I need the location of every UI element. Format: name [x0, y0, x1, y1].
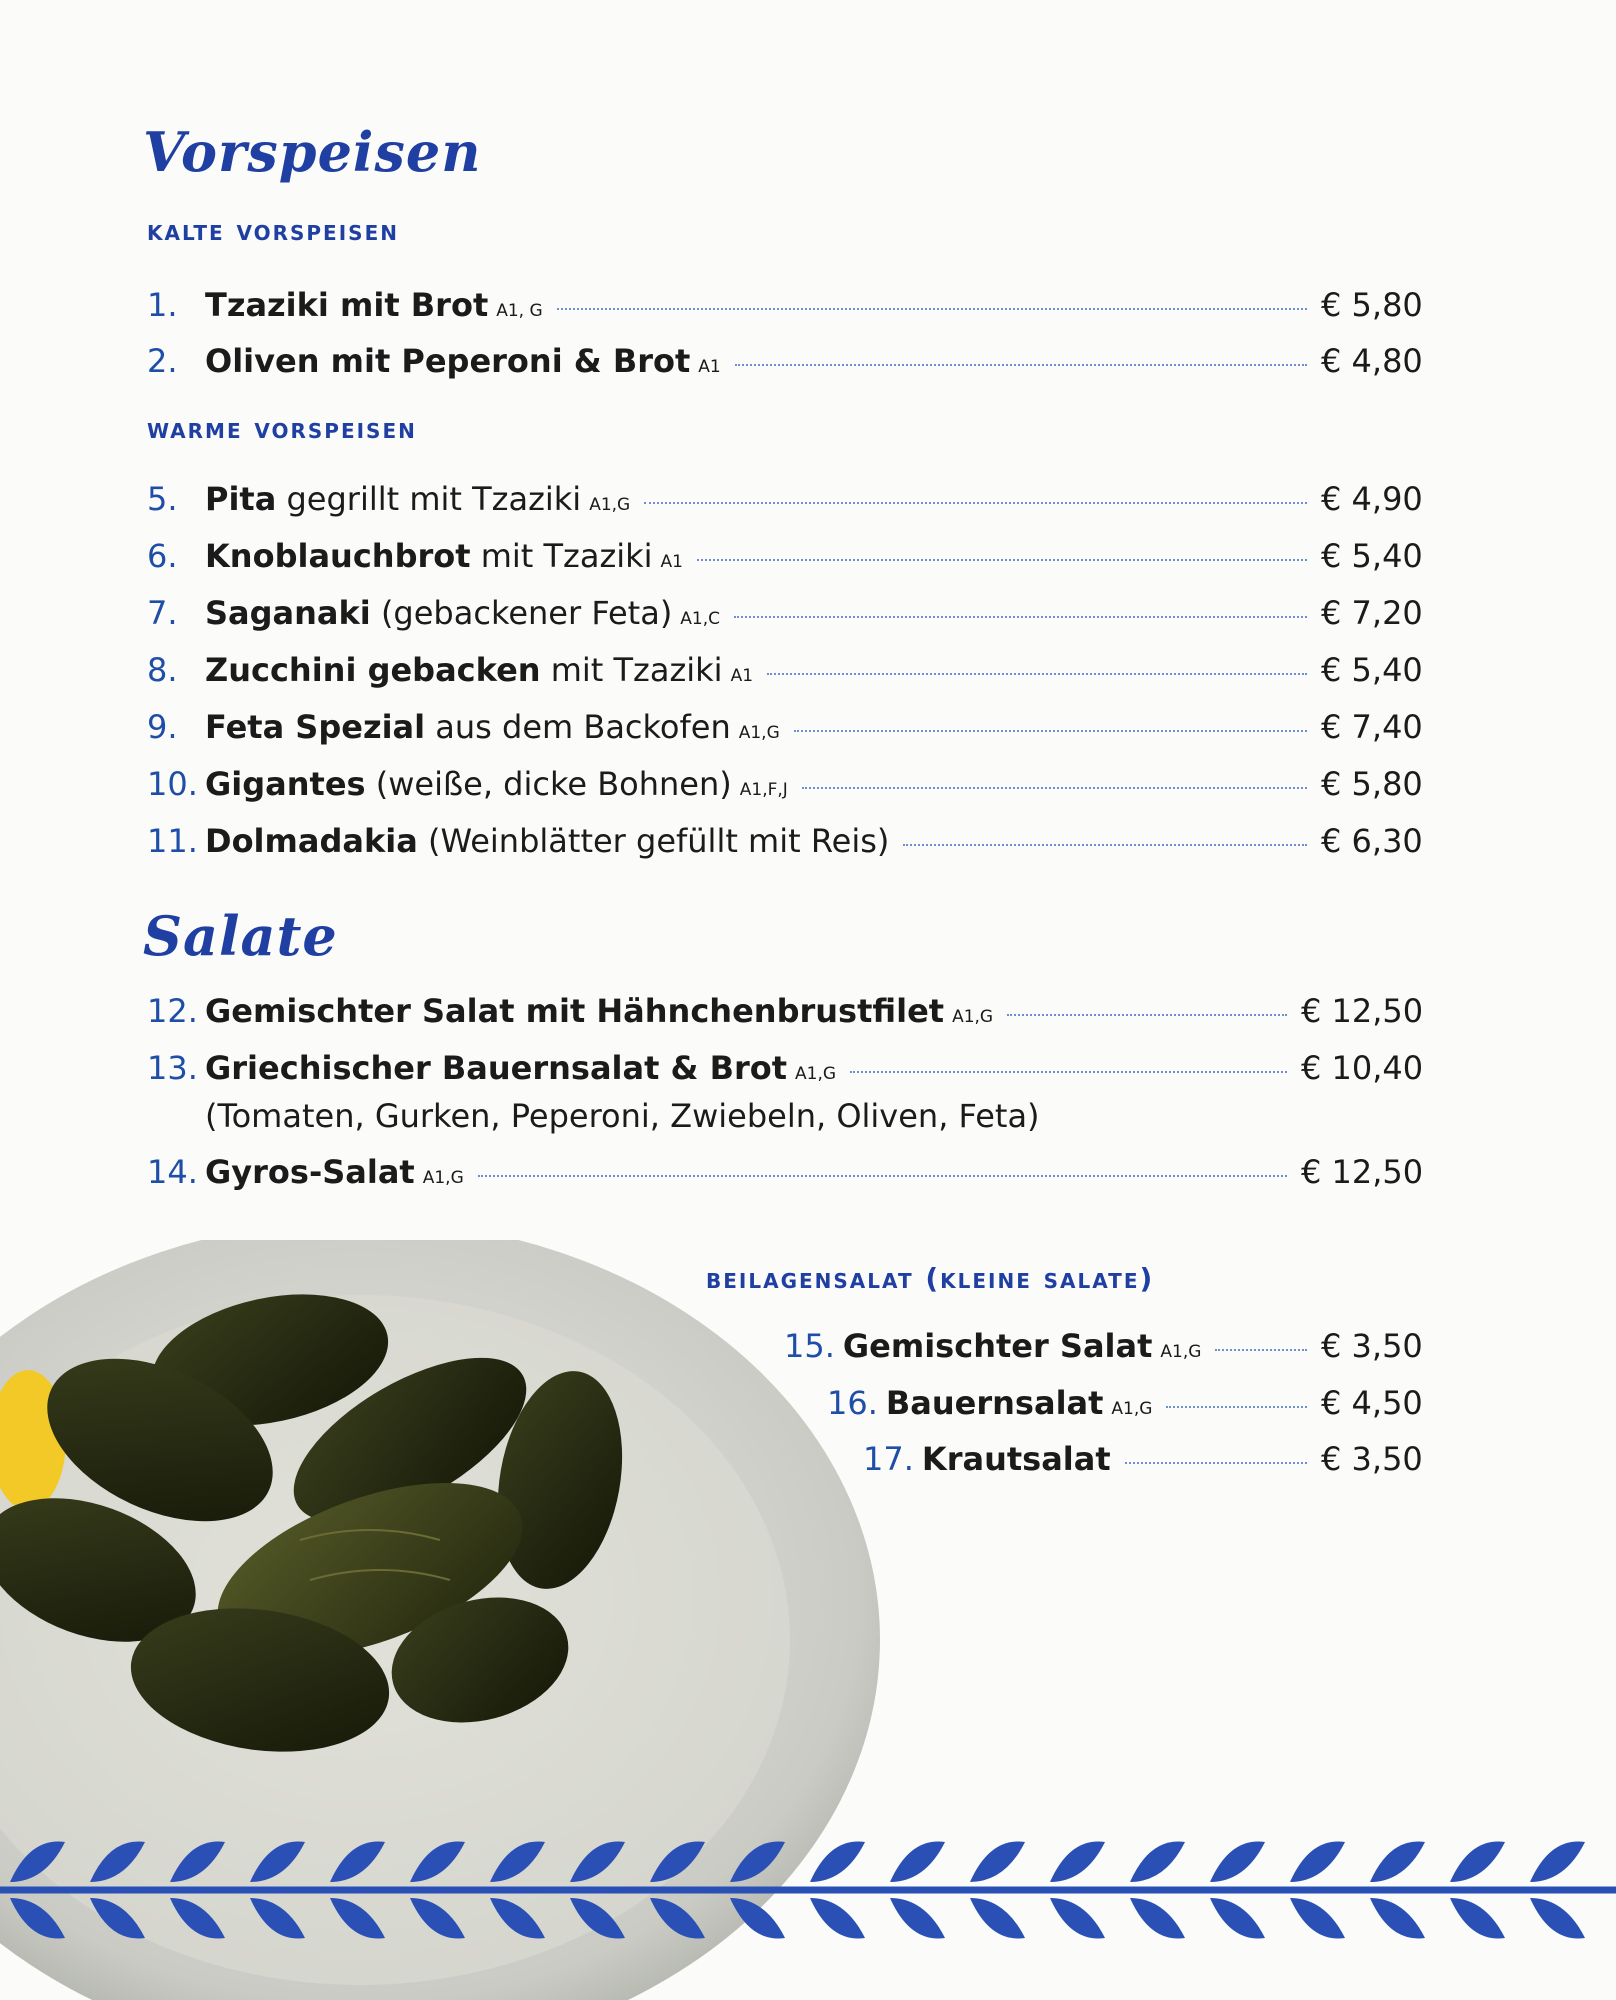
item-price: € 3,50 [1321, 1327, 1423, 1365]
item-number: 17. [863, 1440, 914, 1478]
dot-leader [903, 844, 1307, 846]
item-name: Krautsalat [921, 1440, 1111, 1478]
item-allergens: A1,G [795, 1064, 837, 1084]
item-description: mit Tzaziki [470, 537, 653, 575]
menu-item [147, 342, 1423, 386]
item-allergens: A1 [660, 552, 683, 572]
section-title-salate: Salate [143, 904, 338, 968]
subsection-title-beilagen: beilagensalat (kleine salate) [706, 1262, 1155, 1295]
item-number: 9. [147, 708, 178, 746]
dot-leader [557, 308, 1307, 310]
menu-item [863, 1440, 1423, 1484]
item-price: € 3,50 [1321, 1440, 1423, 1478]
item-name: Zucchini gebacken [205, 651, 541, 689]
dot-leader [794, 730, 1307, 732]
dot-leader [850, 1071, 1287, 1073]
dot-leader [735, 364, 1307, 366]
item-allergens: A1,G [1160, 1342, 1202, 1362]
item-name: Griechischer Bauernsalat & Brot [205, 1049, 788, 1087]
section-title-vorspeisen: Vorspeisen [143, 120, 482, 184]
item-price: € 4,80 [1321, 342, 1423, 380]
item-price: € 10,40 [1301, 1049, 1424, 1087]
item-allergens: A1,G [589, 495, 631, 515]
menu-item [147, 1049, 1424, 1093]
menu-item [147, 708, 1423, 752]
item-price: € 4,50 [1321, 1384, 1423, 1422]
item-price: € 6,30 [1321, 822, 1423, 860]
item-number: 2. [147, 342, 178, 380]
menu-item [147, 765, 1423, 809]
item-description: aus dem Backofen [425, 708, 731, 746]
item-allergens: A1 [730, 666, 754, 686]
item-name: Oliven mit Peperoni & Brot [205, 342, 691, 380]
item-allergens: A1,F,J [739, 780, 788, 800]
menu-item [147, 286, 1423, 330]
laurel-border-decoration [0, 1770, 1616, 2000]
item-allergens: A1, G [496, 301, 543, 321]
item-price: € 5,80 [1321, 286, 1423, 324]
menu-item [147, 594, 1423, 638]
item-description: (gebackener Feta) [370, 594, 673, 632]
menu-item [147, 537, 1423, 581]
dot-leader [1215, 1349, 1307, 1351]
item-description: (weiße, dicke Bohnen) [365, 765, 732, 803]
menu-item [147, 992, 1424, 1036]
item-description: gegrillt mit Tzaziki [276, 480, 582, 518]
dot-leader [802, 787, 1307, 789]
dot-leader [1125, 1462, 1307, 1464]
item-name: Tzaziki mit Brot [205, 286, 489, 324]
item-name: Pita [205, 480, 277, 518]
item-description: mit Tzaziki [540, 651, 723, 689]
item-price: € 12,50 [1301, 1153, 1424, 1191]
item-name: Dolmadakia [205, 822, 418, 860]
dot-leader [697, 559, 1307, 561]
dot-leader [1007, 1014, 1287, 1016]
item-price: € 7,20 [1321, 594, 1423, 632]
item-number: 15. [784, 1327, 835, 1365]
item-allergens: A1,G [422, 1168, 464, 1188]
item-number: 11. [147, 822, 198, 860]
item-number: 7. [147, 594, 178, 632]
dot-leader [1166, 1406, 1307, 1408]
item-number: 13. [147, 1049, 198, 1087]
dot-leader [644, 502, 1307, 504]
item-name: Knoblauchbrot [205, 537, 471, 575]
item-number: 8. [147, 651, 178, 689]
item-price: € 12,50 [1301, 992, 1424, 1030]
item-allergens: A1,G [952, 1007, 994, 1027]
item-number: 16. [827, 1384, 878, 1422]
subsection-title-warme: warme vorspeisen [147, 412, 417, 445]
item-price: € 7,40 [1321, 708, 1423, 746]
item-number: 1. [147, 286, 178, 324]
item-allergens: A1 [698, 357, 721, 377]
dot-leader [478, 1175, 1287, 1177]
item-price: € 5,80 [1321, 765, 1423, 803]
item-allergens: A1,C [680, 609, 721, 629]
dot-leader [767, 673, 1307, 675]
item-price: € 5,40 [1321, 537, 1423, 575]
dot-leader [734, 616, 1307, 618]
item-name: Saganaki [205, 594, 371, 632]
item-price: € 4,90 [1321, 480, 1423, 518]
item-name: Gemischter Salat mit Hähnchenbrustfilet [205, 992, 945, 1030]
item-name: Feta Spezial [205, 708, 426, 746]
item-number: 5. [147, 480, 178, 518]
menu-item [147, 480, 1423, 524]
item-name: Bauernsalat [885, 1384, 1104, 1422]
item-description: (Weinblätter gefüllt mit Reis) [417, 822, 890, 860]
item-allergens: A1,G [738, 723, 780, 743]
item-allergens: A1,G [1111, 1399, 1153, 1419]
item-subdescription: (Tomaten, Gurken, Peperoni, Zwiebeln, Oliven, Feta) [205, 1097, 1040, 1135]
item-name: Gyros-Salat [205, 1153, 415, 1191]
menu-item [147, 822, 1423, 866]
item-number: 6. [147, 537, 178, 575]
item-number: 10. [147, 765, 198, 803]
item-price: € 5,40 [1321, 651, 1423, 689]
menu-item [827, 1384, 1423, 1428]
subsection-title-kalte: kalte vorspeisen [147, 214, 399, 247]
item-name: Gigantes [205, 765, 366, 803]
menu-item [147, 1153, 1424, 1197]
menu-item [147, 651, 1423, 695]
item-number: 12. [147, 992, 198, 1030]
item-name: Gemischter Salat [842, 1327, 1153, 1365]
item-number: 14. [147, 1153, 198, 1191]
